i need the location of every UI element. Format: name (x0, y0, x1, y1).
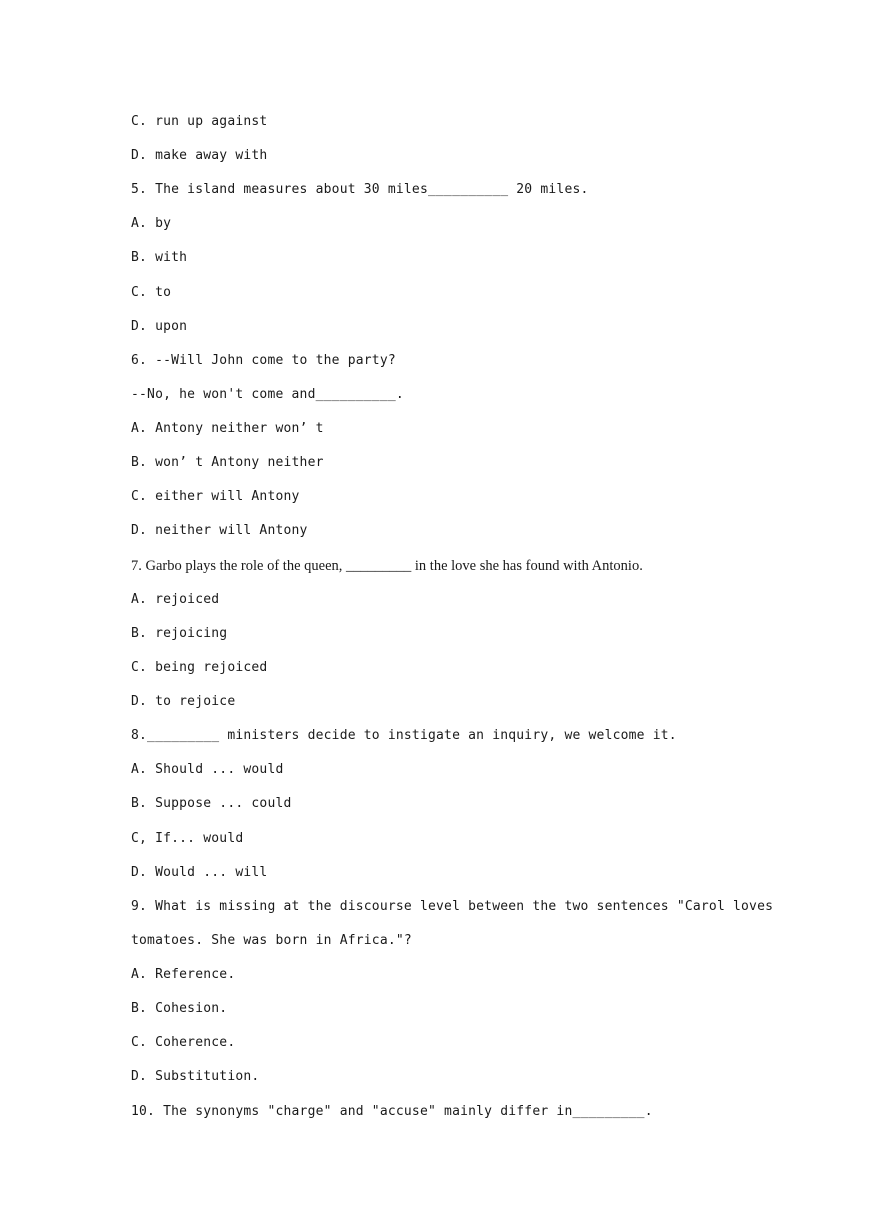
question-5: 5. The island measures about 30 miles__________ 20 miles. (131, 182, 589, 197)
option-9d: D. Substitution. (131, 1069, 260, 1084)
question-6-response: --No, he won't come and__________. (131, 387, 404, 402)
option-8a: A. Should ... would (131, 762, 284, 777)
option-8d: D. Would ... will (131, 865, 268, 880)
option-6c: C. either will Antony (131, 489, 300, 504)
question-9-continued: tomatoes. She was born in Africa."? (131, 933, 412, 948)
option-6b: B. won’ t Antony neither (131, 455, 324, 470)
option-8c: C, If... would (131, 831, 244, 846)
option-9c: C. Coherence. (131, 1035, 236, 1050)
option-5b: B. with (131, 250, 188, 265)
option-7d: D. to rejoice (131, 694, 236, 709)
option-7b: B. rejoicing (131, 626, 228, 641)
option-6d: D. neither will Antony (131, 523, 308, 538)
question-7: 7. Garbo plays the role of the queen, _________ in the love she has found with Antonio. (131, 558, 643, 574)
option-7a: A. rejoiced (131, 592, 220, 607)
option-3d: D. make away with (131, 148, 268, 163)
option-7c: C. being rejoiced (131, 660, 268, 675)
option-3c: C. run up against (131, 114, 268, 129)
option-5c: C. to (131, 285, 172, 300)
option-8b: B. Suppose ... could (131, 796, 292, 811)
option-9a: A. Reference. (131, 967, 236, 982)
option-5a: A. by (131, 216, 172, 231)
option-5d: D. upon (131, 319, 188, 334)
question-6: 6. --Will John come to the party? (131, 353, 396, 368)
question-10: 10. The synonyms "charge" and "accuse" mainly differ in_________. (131, 1104, 653, 1119)
question-8: 8._________ ministers decide to instigate an inquiry, we welcome it. (131, 728, 677, 743)
option-9b: B. Cohesion. (131, 1001, 228, 1016)
question-9: 9. What is missing at the discourse level between the two sentences "Carol loves (131, 899, 774, 914)
option-6a: A. Antony neither won’ t (131, 421, 324, 436)
